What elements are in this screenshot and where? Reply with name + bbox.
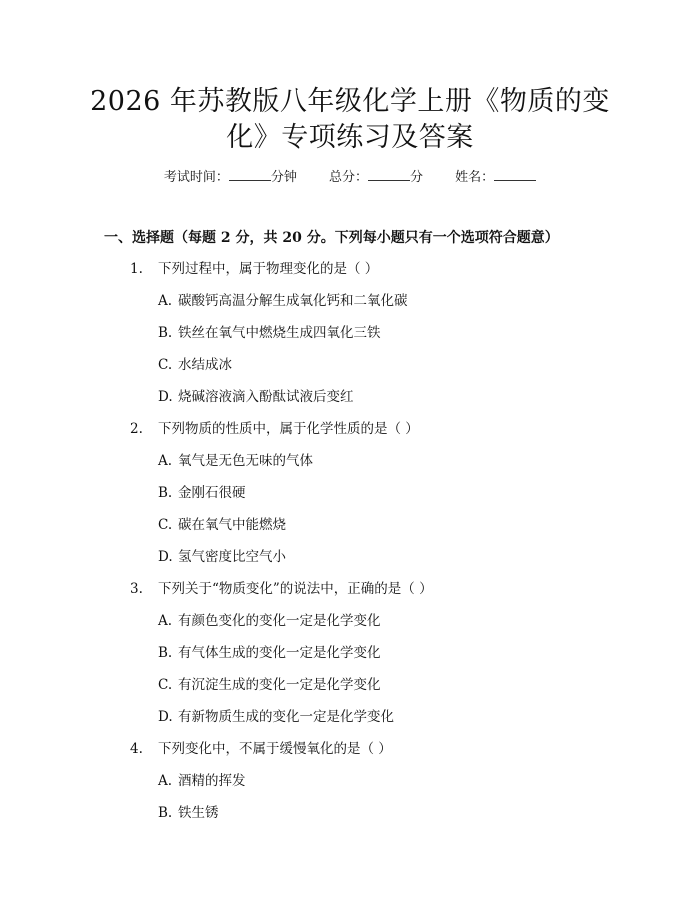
option-text: 水结成冰 (178, 357, 232, 373)
question-number: 2. (130, 421, 143, 437)
exam-time-field (164, 168, 297, 188)
option-text: 有气体生成的变化一定是化学变化 (178, 645, 381, 661)
option-text: 铁生锈 (178, 805, 219, 821)
question-3 (130, 579, 433, 599)
option-text: 碳在氧气中能燃烧 (178, 517, 286, 533)
option-letter: A. (158, 613, 173, 629)
total-score-field (329, 168, 423, 188)
option-letter: C. (158, 357, 173, 373)
question-3-option-b (158, 643, 381, 663)
name-blank (494, 168, 536, 181)
question-text: 下列过程中，属于物理变化的是（ ） (158, 261, 379, 277)
option-letter: A. (158, 773, 173, 789)
exam-time-blank (229, 168, 271, 181)
option-text: 金刚石很硬 (178, 485, 246, 501)
total-score-unit: 分 (410, 170, 424, 185)
option-text: 烧碱溶液滴入酚酞试液后变红 (178, 389, 354, 405)
question-2-option-b (158, 483, 246, 503)
question-4-option-b (158, 803, 219, 823)
total-score-blank (368, 168, 410, 181)
name-label: 姓名： (455, 170, 495, 185)
name-field (455, 168, 536, 188)
question-1 (130, 259, 378, 279)
option-letter: B. (158, 805, 173, 821)
question-text: 下列关于“物质变化”的说法中，正确的是（ ） (158, 581, 433, 597)
question-2-option-d (158, 547, 286, 567)
question-1-option-a (158, 291, 408, 311)
question-4 (130, 739, 392, 759)
option-text: 有颜色变化的变化一定是化学变化 (178, 613, 381, 629)
exam-meta-row (0, 168, 700, 188)
question-3-option-d (158, 707, 394, 727)
question-text: 下列变化中，不属于缓慢氧化的是（ ） (158, 741, 392, 757)
option-text: 铁丝在氧气中燃烧生成四氧化三铁 (178, 325, 381, 341)
question-number: 3. (130, 581, 143, 597)
option-text: 有沉淀生成的变化一定是化学变化 (178, 677, 381, 693)
question-4-option-a (158, 771, 246, 791)
option-letter: A. (158, 293, 173, 309)
question-2 (130, 419, 419, 439)
question-2-option-a (158, 451, 313, 471)
option-letter: C. (158, 517, 173, 533)
option-letter: D. (158, 709, 173, 725)
option-letter: A. (158, 453, 173, 469)
option-text: 酒精的挥发 (178, 773, 246, 789)
question-text: 下列物质的性质中，属于化学性质的是（ ） (158, 421, 419, 437)
question-number: 4. (130, 741, 143, 757)
exam-time-unit: 分钟 (270, 170, 297, 185)
option-text: 氢气密度比空气小 (178, 549, 286, 565)
question-number: 1. (130, 261, 143, 277)
total-score-label: 总分： (328, 170, 368, 185)
option-text: 碳酸钙高温分解生成氧化钙和二氧化碳 (178, 293, 408, 309)
question-3-option-c (158, 675, 381, 695)
document-title-line-1: 2026 年苏教版八年级化学上册《物质的变 (90, 86, 610, 117)
question-1-option-d (158, 387, 354, 407)
option-letter: B. (158, 645, 173, 661)
option-letter: B. (158, 485, 173, 501)
section-heading-choice: 一、选择题（每题 2 分，共 20 分。下列每小题只有一个选项符合题意） (104, 230, 559, 246)
option-letter: D. (158, 389, 173, 405)
option-letter: C. (158, 677, 173, 693)
option-text: 有新物质生成的变化一定是化学变化 (178, 709, 394, 725)
option-letter: D. (158, 549, 173, 565)
exam-time-label: 考试时间： (163, 170, 229, 185)
question-1-option-c (158, 355, 232, 375)
question-1-option-b (158, 323, 381, 343)
option-letter: B. (158, 325, 173, 341)
question-3-option-a (158, 611, 381, 631)
document-title-line-2: 化》专项练习及答案 (226, 122, 474, 153)
question-2-option-c (158, 515, 286, 535)
option-text: 氧气是无色无味的气体 (178, 453, 313, 469)
